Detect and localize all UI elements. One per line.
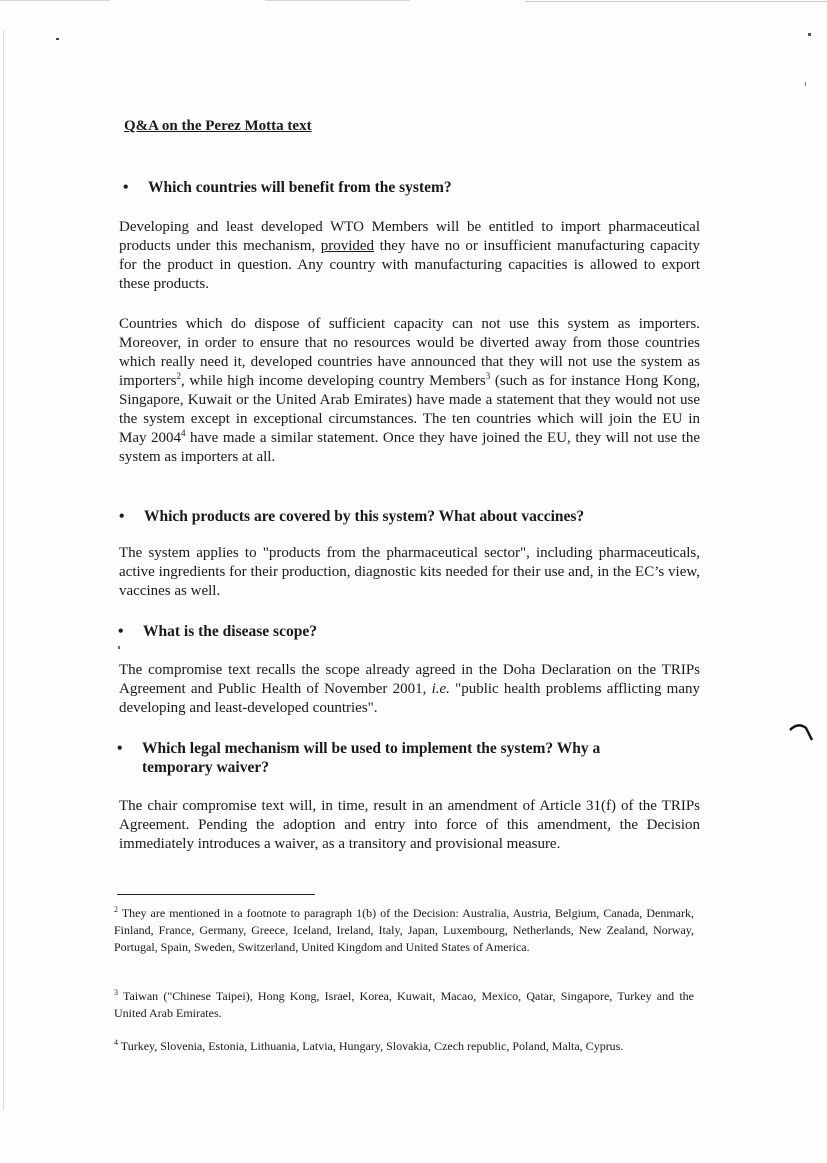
- footnote: [114, 1038, 694, 1055]
- paragraph-text: (such as for instance Hong Kong, Singapore, Kuwait or the United Arab Emirates) have made a statement that they would not use the system except in exceptional circumstances. The ten countries which will join the EU in May 2004: [119, 373, 700, 446]
- question-text: Which products are covered by this system? What about vaccines?: [144, 508, 585, 525]
- paragraph: [119, 315, 700, 467]
- footnote: [114, 905, 694, 956]
- footnote-ref: 4: [181, 428, 186, 438]
- question-heading: [123, 178, 452, 197]
- footnote: [114, 988, 694, 1022]
- italic-text: i.e.: [431, 681, 450, 697]
- question-text: temporary waiver?: [142, 759, 269, 776]
- scan-edge-left: [3, 30, 4, 1110]
- scan-edge-top-1: [0, 0, 110, 1]
- footnote-number: 3: [114, 988, 118, 997]
- footnote-divider: [117, 894, 315, 895]
- scan-speck: [805, 82, 806, 86]
- scan-speck: [56, 38, 59, 40]
- question-text: What is the disease scope?: [143, 623, 317, 640]
- question-text: Which legal mechanism will be used to implement the system? Why a: [142, 740, 601, 757]
- paragraph-text: "public health problems afflicting many developing and least-developed countries".: [119, 681, 701, 716]
- scan-speck: [808, 33, 811, 36]
- scan-hook-mark: [788, 720, 814, 742]
- scan-speck: [118, 646, 120, 649]
- paragraph: [119, 661, 700, 718]
- paragraph-text: , while high income developing country Members: [181, 373, 486, 389]
- footnote-text: Turkey, Slovenia, Estonia, Lithuania, Latvia, Hungary, Slovakia, Czech republic, Poland, Malta, Cyprus.: [118, 1039, 624, 1053]
- scan-edge-top-3: [525, 1, 827, 2]
- page-title: Q&A on the Perez Motta text: [124, 118, 312, 134]
- paragraph-text: they have no or insufficient manufacturing capacity for the product in question. Any country with manufacturing capacities is allowed to export these products.: [119, 238, 700, 292]
- footnote-text: Taiwan ("Chinese Taipei), Hong Kong, Israel, Korea, Kuwait, Macao, Mexico, Qatar, Singapore, Turkey and the United Arab Emirates.: [114, 989, 694, 1020]
- bullet-icon: •: [123, 179, 129, 196]
- scan-edge-top-2: [265, 0, 410, 1]
- bullet-icon: •: [117, 740, 123, 757]
- paragraph-text: Developing and least developed WTO Members will be entitled to import pharmaceutical products under this mechanism,: [119, 219, 700, 254]
- paragraph-text: have made a similar statement. Once they have joined the EU, they will not use the system as importers at all.: [119, 430, 700, 465]
- paragraph-text: Countries which do dispose of sufficient capacity can not use this system as importers. Moreover, in order to ensure that no resources would be diverted away from those countries which really need it, developed countries have announced that they will not use the system as importers: [119, 316, 700, 389]
- footnote-ref: 2: [176, 371, 181, 381]
- footnote-number: 2: [114, 905, 118, 914]
- footnote-ref: 3: [485, 371, 491, 381]
- footnote-number: 4: [114, 1038, 118, 1047]
- bullet-icon: •: [118, 623, 124, 640]
- paragraph: [119, 218, 700, 294]
- paragraph-text: The compromise text recalls the scope already agreed in the Doha Declaration on the TRIPs Agreement and Public Health of November 2001,: [119, 662, 700, 697]
- paragraph: The system applies to "products from the pharmaceutical sector", including pharmaceuticals, active ingredients for their production, diagnostic kits needed for their use and, in the EC’s view, vaccines as well.: [119, 545, 700, 599]
- underlined-text: provided: [320, 238, 375, 254]
- question-heading: [117, 739, 696, 777]
- footnote-text: They are mentioned in a footnote to paragraph 1(b) of the Decision: Australia, Austria, Belgium, Canada, Denmark, Finland, France, Germany, Greece, Iceland, Ireland, Italy, Japan, Luxembourg, Netherlands, New Zealand, Norway, Portugal, Spain, Sweden, Switzerland, United Kingdom and United States of America.: [114, 906, 694, 954]
- bullet-icon: •: [119, 508, 125, 525]
- question-text: Which countries will benefit from the system?: [148, 179, 452, 196]
- paragraph: The chair compromise text will, in time, result in an amendment of Article 31(f) of the TRIPs Agreement. Pending the adoption and entry into force of this amendment, the Decision immediately introduces a waiver, as a transitory and provisional measure.: [119, 798, 700, 852]
- question-heading: [118, 622, 317, 641]
- question-heading: [119, 507, 585, 526]
